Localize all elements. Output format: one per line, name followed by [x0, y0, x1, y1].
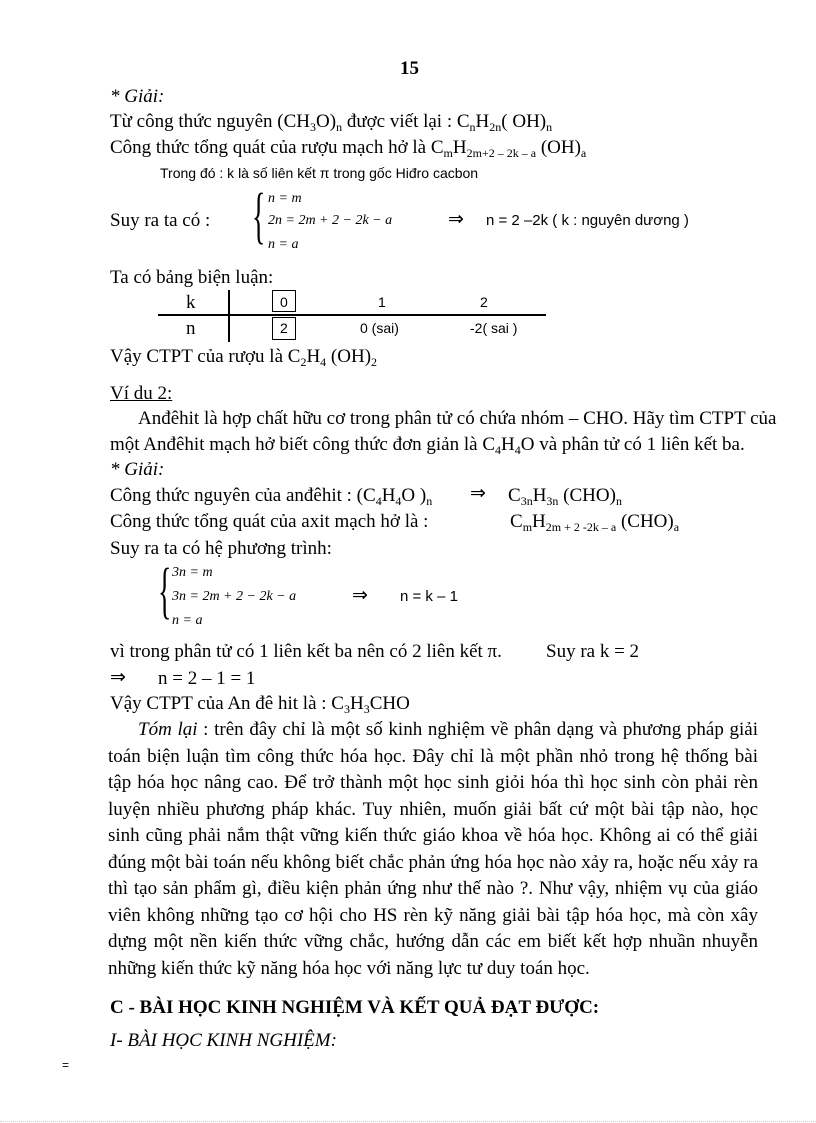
ex2-brace: {: [158, 557, 172, 625]
ex2-formula-line: Công thức nguyên của anđêhit : ($C_4H_4O$ )$_n$: [110, 485, 433, 508]
ex1-eq1: n = m: [268, 191, 302, 206]
table-highlight-box: [272, 290, 296, 312]
ex1-general-formula: Công thức tổng quát của rượu mạch hở là $C_mH_{2m+2 - 2k - a}$ $(OH)_a$: [110, 137, 587, 160]
ex1-brace: {: [252, 182, 266, 250]
table-cell: k: [186, 292, 196, 313]
ex2-reasoning: vì trong phân tử có 1 liên kết ba nên có 2 liên kết π.: [110, 641, 502, 662]
page-bottom-border: [0, 1121, 816, 1122]
ex2-implies-icon: ⇒: [110, 667, 126, 688]
ex1-suy-ra: Suy ra ta có :: [110, 210, 211, 231]
footer-mark: =: [62, 1058, 70, 1072]
summary-paragraph: [108, 717, 758, 982]
table-divider: [158, 314, 546, 316]
section-c-heading: C - BÀI HỌC KINH NGHIỆM VÀ KẾT QUẢ ĐẠT ĐƯỢC:: [110, 997, 600, 1018]
table-cell: n: [186, 318, 196, 339]
page-number: 15: [400, 58, 419, 79]
solution-label: * Giải:: [110, 459, 165, 480]
ex2-problem-line1: Anđêhit là hợp chất hữu cơ trong phân tử có chứa nhóm – CHO. Hãy tìm CTPT của: [138, 408, 777, 429]
ex1-table-intro: Ta có bảng biện luận:: [110, 267, 274, 288]
table-cell: 0: [280, 294, 288, 310]
ex2-eq3: n = a: [172, 613, 203, 628]
ex2-conclusion: Vậy CTPT của An đê hit là : $C_3H_3CHO$: [110, 693, 410, 716]
ex2-general-formula: $C_mH_{2m + 2 -2k - a}$ $(CHO)_a$: [510, 511, 680, 534]
table-cell: -2( sai ): [470, 320, 518, 336]
ex2-n-value: n = 2 – 1 = 1: [158, 668, 256, 689]
ex1-eq2: 2n = 2m + 2 − 2k − a: [268, 213, 393, 228]
summary-label: Tóm lại: [138, 719, 198, 740]
ex2-implies-icon: ⇒: [470, 483, 486, 504]
table-cell: 0 (sai): [360, 320, 399, 336]
ex2-eq2: 3n = 2m + 2 − 2k − a: [172, 589, 297, 604]
ex2-title: Ví du 2:: [110, 383, 173, 404]
ex1-eq3: n = a: [268, 237, 299, 252]
ex1-formula-line: Từ công thức nguyên $(CH_3O)_n$ được viết lại : $C_nH_{2n}$( $OH)_n$: [110, 111, 553, 134]
table-cell: 1: [378, 294, 386, 310]
ex2-suy-ra: Suy ra ta có hệ phương trình:: [110, 538, 332, 559]
ex1-note: Trong đó : k là số liên kết π trong gốc Hiđro cacbon: [160, 165, 479, 181]
ex2-eq1: 3n = m: [172, 565, 213, 580]
ex2-k-value: Suy ra k = 2: [546, 641, 640, 662]
ex2-result: n = k – 1: [400, 588, 458, 605]
solution-label: * Giải:: [110, 86, 165, 107]
table-cell: 2: [280, 320, 288, 336]
ex2-implies-icon: ⇒: [352, 585, 368, 606]
ex2-problem-line2: một Anđêhit mạch hở biết công thức đơn giản là $C_4H_4O$ và phân tử có 1 liên kết ba.: [110, 434, 745, 457]
ex1-result: n = 2 –2k ( k : nguyên dương ): [486, 212, 689, 229]
ex1-implies-icon: ⇒: [448, 209, 464, 230]
ex2-general-formula-label: Công thức tổng quát của axit mạch hở là :: [110, 511, 429, 532]
ex1-conclusion: Vậy CTPT của rượu là $C_2H_4$ $(OH)_2$: [110, 346, 378, 369]
section-i-heading: I- BÀI HỌC KINH NGHIỆM:: [110, 1030, 337, 1051]
table-vertical-divider: [228, 290, 230, 342]
table-highlight-box: [272, 317, 296, 340]
table-cell: 2: [480, 294, 488, 310]
summary-text: : trên đây chỉ là một số kinh nghiệm về phân dạng và phương pháp giải toán biện luận tìm công thức hóa học. Đây chỉ là một phần nhỏ trong hệ thống bài tập hóa học nâng cao. Để trở thành một học sinh giỏi hóa thì học sinh còn phải rèn luyện nhiều phương pháp khác. Tuy nhiên, muốn giải bất cứ một bài tập nào, học sinh cũng phải nắm thật vững kiến thức giáo khoa về hóa học. Không ai có thể giải đúng một bài toán nếu không biết chắc phản ứng hóa học nào xảy ra, hoặc nếu xảy ra thì tạo sản phẩm gì, điều kiện phản ứng như thế nào ?. Như vậy, nhiệm vụ của giáo viên không những tạo cơ hội cho HS rèn kỹ năng giải bài tập hóa học, mà còn xây dựng một nền kiến thức vững chắc, hướng dẫn các em biết kết hợp nhuần nhuyễn những kiến thức kỹ năng hóa học với năng lực tư duy toán học.: [108, 719, 758, 979]
ex2-formula-result: $C_{3n}H_{3n}$ $(CHO)_n$: [508, 485, 622, 508]
